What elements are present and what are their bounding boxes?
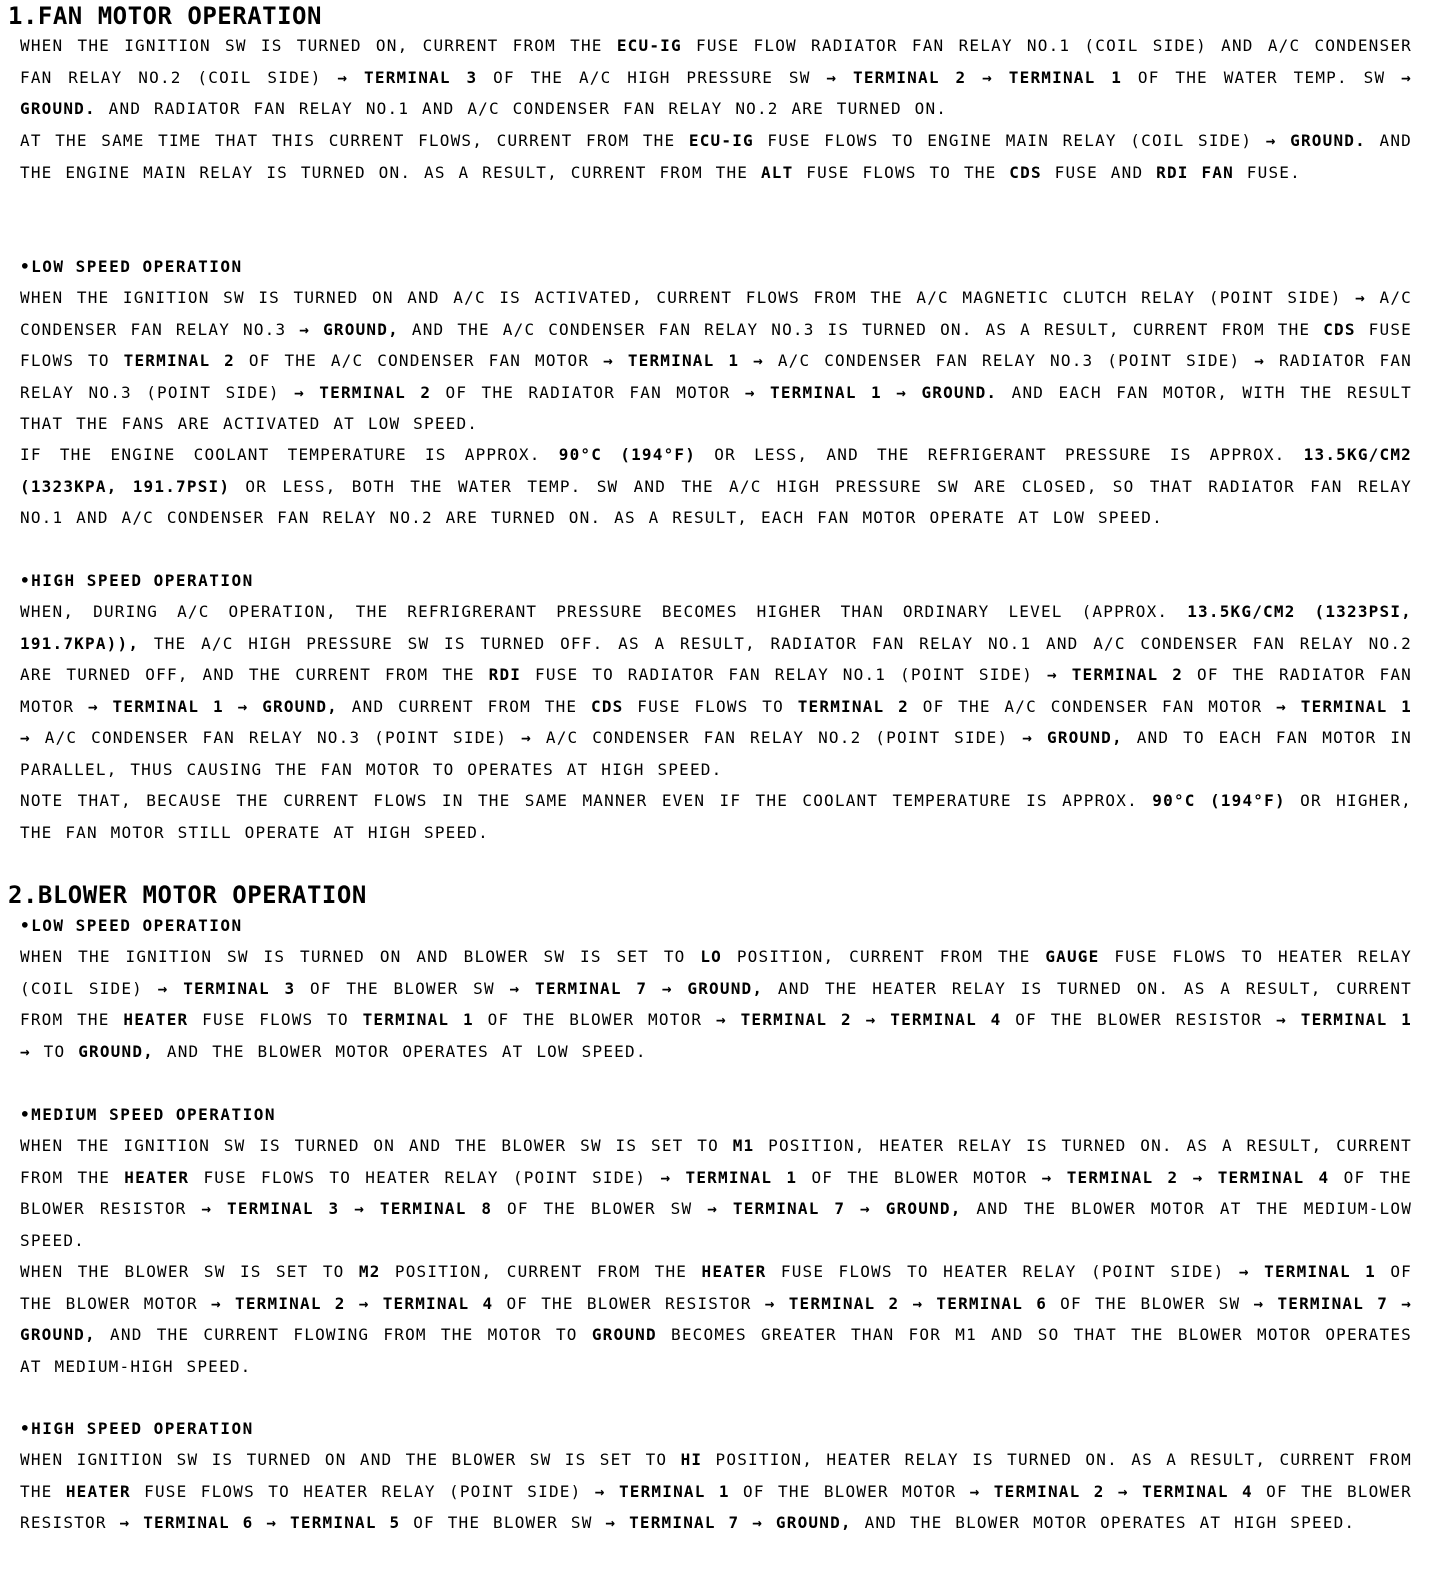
arrow-right-icon: →	[211, 1293, 222, 1313]
arrow-right-icon: →	[1238, 1262, 1250, 1281]
paragraph: WHEN THE IGNITION SW IS TURNED ON AND A/C IS ACTIVATED, CURRENT FLOWS FROM THE A/C MAGNETIC CLUTCH RELAY (POINT SIDE) → A/C CONDENSER FAN RELAY NO.3 → GROUND, AND THE A/C CONDENSER FAN RELAY NO.3 IS TURNED ON. AS A RESULT, CURRENT FROM THE CDS FUSE FLOWS TO TERMINAL 2 OF THE A/C CONDENSER FAN MOTOR → TERMINAL 1 → A/C CONDENSER FAN RELAY NO.3 (POINT SIDE) → RADIATOR FAN RELAY NO.3 (POINT SIDE) → TERMINAL 2 OF THE RADIATOR FAN MOTOR → TERMINAL 1 → GROUND. AND EACH FAN MOTOR, WITH THE RESULT THAT THE FANS ARE ACTIVATED AT LOW SPEED.	[20, 288, 1413, 434]
bold-term: TERMINAL 2	[788, 1293, 900, 1313]
arrow-right-icon: →	[1022, 728, 1034, 748]
bold-term: TERMINAL 6	[936, 1293, 1048, 1313]
bold-term: GROUND,	[775, 1513, 852, 1533]
paragraph: WHEN THE IGNITION SW IS TURNED ON AND THE BLOWER SW IS SET TO M1 POSITION, HEATER RELAY IS TURNED ON. AS A RESULT, CURRENT FROM THE HEATER FUSE FLOWS TO HEATER RELAY (POINT SIDE) → TERMINAL 1 OF THE BLOWER MOTOR → TERMINAL 2 → TERMINAL 4 OF THE BLOWER RESISTOR → TERMINAL 3 → TERMINAL 8 OF THE BLOWER SW → TERMINAL 7 → GROUND, AND THE BLOWER MOTOR AT THE MEDIUM-LOW SPEED.	[20, 1136, 1413, 1250]
bold-term: 90°C (194°F)	[1152, 791, 1286, 810]
bold-term: GROUND,	[323, 319, 399, 339]
bold-term: GROUND,	[687, 978, 764, 998]
arrow-right-icon: →	[119, 1513, 131, 1533]
bold-term: TERMINAL 1	[685, 1167, 798, 1187]
subsection-heading: •LOW SPEED OPERATION	[20, 257, 243, 276]
bold-term: TERMINAL 4	[1142, 1481, 1253, 1501]
bold-term: TERMINAL 1	[362, 1010, 474, 1030]
bold-term: M2	[358, 1262, 381, 1281]
arrow-right-icon: →	[20, 728, 31, 748]
bold-term: TERMINAL 2	[740, 1010, 852, 1030]
bold-term: TERMINAL 1	[1008, 67, 1123, 87]
arrow-right-icon: →	[982, 67, 993, 87]
bold-term: TERMINAL 1	[1300, 1010, 1413, 1030]
bold-term: TERMINAL 1	[627, 351, 740, 371]
bold-term: TERMINAL 2	[319, 382, 432, 402]
bold-term: GROUND.	[921, 382, 998, 402]
bold-term: GROUND.	[20, 99, 96, 119]
subsection-heading: •HIGH SPEED OPERATION	[20, 1419, 254, 1438]
arrow-right-icon: →	[1355, 288, 1366, 307]
subsection-heading: •LOW SPEED OPERATION	[20, 916, 243, 935]
arrow-right-icon: →	[354, 1199, 366, 1219]
bold-term: GAUGE	[1045, 947, 1100, 966]
arrow-right-icon: →	[764, 1293, 776, 1313]
arrow-right-icon: →	[1276, 696, 1287, 716]
arrow-right-icon: →	[603, 351, 614, 371]
bold-term: HEATER	[123, 1010, 189, 1030]
bold-term: HEATER	[701, 1262, 767, 1281]
bold-term: CDS	[591, 696, 624, 716]
arrow-right-icon: →	[969, 1481, 981, 1501]
bold-term: TERMINAL 1	[112, 696, 224, 716]
arrow-right-icon: →	[20, 1041, 31, 1061]
arrow-right-icon: →	[860, 1199, 871, 1219]
bold-term: HEATER	[65, 1481, 131, 1501]
bold-term: GROUND,	[885, 1199, 962, 1219]
bold-term: TERMINAL 4	[382, 1293, 494, 1313]
bold-term: TERMINAL 7	[535, 978, 648, 998]
arrow-right-icon: →	[87, 696, 99, 716]
bold-term: ECU-IG	[688, 131, 754, 150]
arrow-right-icon: →	[594, 1481, 606, 1501]
arrow-right-icon: →	[744, 382, 756, 402]
arrow-right-icon: →	[753, 351, 764, 371]
bold-term: TERMINAL 2	[234, 1293, 346, 1313]
arrow-right-icon: →	[237, 696, 249, 716]
section-title: 2.BLOWER MOTOR OPERATION	[8, 881, 367, 909]
bold-term: TERMINAL 8	[379, 1199, 493, 1219]
bold-term: TERMINAL 1	[618, 1481, 730, 1501]
bold-term: RDI FAN	[1156, 162, 1234, 182]
arrow-right-icon: →	[1276, 1010, 1287, 1030]
bold-term: GROUND,	[1046, 728, 1123, 748]
bold-term: 13.5KG/CM2 (1323PSI, 191.7KPA)),	[20, 602, 1412, 653]
bold-term: GROUND,	[262, 696, 339, 716]
arrow-right-icon: →	[157, 978, 169, 998]
paragraph: AT THE SAME TIME THAT THIS CURRENT FLOWS, CURRENT FROM THE ECU-IG FUSE FLOWS TO ENGINE MAIN RELAY (COIL SIDE) → GROUND. AND THE ENGINE MAIN RELAY IS TURNED ON. AS A RESULT, CURRENT FROM THE ALT FUSE FLOWS TO THE CDS FUSE AND RDI FAN FUSE.	[20, 131, 1412, 182]
subsection-heading: •HIGH SPEED OPERATION	[20, 571, 254, 590]
bold-term: HI	[680, 1450, 703, 1469]
arrow-right-icon: →	[707, 1199, 719, 1219]
bold-term: TERMINAL 4	[890, 1010, 1002, 1030]
arrow-right-icon: →	[1192, 1167, 1204, 1187]
arrow-right-icon: →	[266, 1513, 278, 1533]
arrow-right-icon: →	[715, 1010, 727, 1030]
paragraph: WHEN THE BLOWER SW IS SET TO M2 POSITION, CURRENT FROM THE HEATER FUSE FLOWS TO HEATER RELAY (POINT SIDE) → TERMINAL 1 OF THE BLOWER MOTOR → TERMINAL 2 → TERMINAL 4 OF THE BLOWER RESISTOR → TERMINAL 2 → TERMINAL 6 OF THE BLOWER SW → TERMINAL 7 → GROUND, AND THE CURRENT FLOWING FROM THE MOTOR TO GROUND BECOMES GREATER THAN FOR M1 AND SO THAT THE BLOWER MOTOR OPERATES AT MEDIUM-HIGH SPEED.	[20, 1262, 1413, 1376]
bold-term: TERMINAL 2	[853, 67, 967, 87]
bold-term: TERMINAL 2	[797, 696, 909, 716]
bold-term: LO	[700, 947, 722, 966]
paragraph: NOTE THAT, BECAUSE THE CURRENT FLOWS IN THE SAME MANNER EVEN IF THE COOLANT TEMPERATURE IS APPROX. 90°C (194°F) OR HIGHER, THE FAN MOTOR STILL OPERATE AT HIGH SPEED.	[20, 791, 1412, 842]
arrow-right-icon: →	[358, 1293, 370, 1313]
arrow-right-icon: →	[521, 728, 532, 748]
bold-term: TERMINAL 3	[183, 978, 296, 998]
arrow-right-icon: →	[299, 319, 311, 339]
arrow-right-icon: →	[1265, 131, 1277, 150]
bold-term: GROUND,	[20, 1325, 96, 1345]
bold-term: M1	[732, 1136, 755, 1155]
section-title: 1.FAN MOTOR OPERATION	[8, 2, 322, 30]
arrow-right-icon: →	[605, 1513, 617, 1533]
bold-term: TERMINAL 7	[629, 1513, 740, 1533]
arrow-right-icon: →	[661, 978, 673, 998]
bold-term: GROUND.	[1290, 131, 1366, 150]
bold-term: GROUND	[591, 1325, 657, 1345]
bold-term: TERMINAL 3	[364, 67, 478, 87]
bold-term: 13.5KG/CM2 (1323KPA, 191.7PSI)	[20, 445, 1412, 496]
arrow-right-icon: →	[509, 978, 521, 998]
arrow-right-icon: →	[912, 1293, 924, 1313]
bold-term: TERMINAL 2	[123, 351, 236, 371]
subsection-heading: •MEDIUM SPEED OPERATION	[20, 1105, 277, 1124]
paragraph: WHEN THE IGNITION SW IS TURNED ON AND BLOWER SW IS SET TO LO POSITION, CURRENT FROM THE GAUGE FUSE FLOWS TO HEATER RELAY (COIL SIDE) → TERMINAL 3 OF THE BLOWER SW → TERMINAL 7 → GROUND, AND THE HEATER RELAY IS TURNED ON. AS A RESULT, CURRENT FROM THE HEATER FUSE FLOWS TO TERMINAL 1 OF THE BLOWER MOTOR → TERMINAL 2 → TERMINAL 4 OF THE BLOWER RESISTOR → TERMINAL 1 → TO GROUND, AND THE BLOWER MOTOR OPERATES AT LOW SPEED.	[20, 947, 1413, 1061]
paragraph: WHEN THE IGNITION SW IS TURNED ON, CURRENT FROM THE ECU-IG FUSE FLOW RADIATOR FAN RELAY NO.1 (COIL SIDE) AND A/C CONDENSER FAN RELAY NO.2 (COIL SIDE) → TERMINAL 3 OF THE A/C HIGH PRESSURE SW → TERMINAL 2 → TERMINAL 1 OF THE WATER TEMP. SW → GROUND. AND RADIATOR FAN RELAY NO.1 AND A/C CONDENSER FAN RELAY NO.2 ARE TURNED ON.	[20, 36, 1412, 119]
arrow-right-icon: →	[201, 1199, 213, 1219]
arrow-right-icon: →	[660, 1167, 672, 1187]
paragraph: WHEN, DURING A/C OPERATION, THE REFRIGRERANT PRESSURE BECOMES HIGHER THAN ORDINARY LEVEL (APPROX. 13.5KG/CM2 (1323PSI, 191.7KPA)), THE A/C HIGH PRESSURE SW IS TURNED OFF. AS A RESULT, RADIATOR FAN RELAY NO.1 AND A/C CONDENSER FAN RELAY NO.2 ARE TURNED OFF, AND THE CURRENT FROM THE RDI FUSE TO RADIATOR FAN RELAY NO.1 (POINT SIDE) → TERMINAL 2 OF THE RADIATOR FAN MOTOR → TERMINAL 1 → GROUND, AND CURRENT FROM THE CDS FUSE FLOWS TO TERMINAL 2 OF THE A/C CONDENSER FAN MOTOR → TERMINAL 1 → A/C CONDENSER FAN RELAY NO.3 (POINT SIDE) → A/C CONDENSER FAN RELAY NO.2 (POINT SIDE) → GROUND, AND TO EACH FAN MOTOR IN PARALLEL, THUS CAUSING THE FAN MOTOR TO OPERATES AT HIGH SPEED.	[20, 602, 1413, 779]
arrow-right-icon: →	[337, 67, 349, 87]
paragraph: WHEN IGNITION SW IS TURNED ON AND THE BLOWER SW IS SET TO HI POSITION, HEATER RELAY IS TURNED ON. AS A RESULT, CURRENT FROM THE HEATER FUSE FLOWS TO HEATER RELAY (POINT SIDE) → TERMINAL 1 OF THE BLOWER MOTOR → TERMINAL 2 → TERMINAL 4 OF THE BLOWER RESISTOR → TERMINAL 6 → TERMINAL 5 OF THE BLOWER SW → TERMINAL 7 → GROUND, AND THE BLOWER MOTOR OPERATES AT HIGH SPEED.	[20, 1450, 1412, 1533]
bold-term: ALT	[760, 162, 794, 182]
paragraph: IF THE ENGINE COOLANT TEMPERATURE IS APPROX. 90°C (194°F) OR LESS, AND THE REFRIGERANT PRESSURE IS APPROX. 13.5KG/CM2 (1323KPA, 191.7PSI) OR LESS, BOTH THE WATER TEMP. SW AND THE A/C HIGH PRESSURE SW ARE CLOSED, SO THAT RADIATOR FAN RELAY NO.1 AND A/C CONDENSER FAN RELAY NO.2 ARE TURNED ON. AS A RESULT, EACH FAN MOTOR OPERATE AT LOW SPEED.	[20, 445, 1412, 528]
bold-term: TERMINAL 2	[993, 1481, 1105, 1501]
arrow-right-icon: →	[1041, 1167, 1053, 1187]
bold-term: TERMINAL 1	[1264, 1262, 1376, 1281]
bold-term: RDI	[488, 665, 522, 685]
bold-term: TERMINAL 1	[1300, 696, 1413, 716]
arrow-right-icon: →	[752, 1513, 764, 1533]
arrow-right-icon: →	[294, 382, 305, 402]
bold-term: TERMINAL 4	[1217, 1167, 1330, 1187]
bold-term: TERMINAL 7	[1277, 1293, 1389, 1313]
arrow-right-icon: →	[1401, 67, 1412, 87]
arrow-right-icon: →	[1253, 1293, 1265, 1313]
bold-term: TERMINAL 6	[143, 1513, 254, 1533]
bold-term: CDS	[1323, 319, 1356, 339]
bold-term: TERMINAL 2	[1071, 665, 1184, 685]
arrow-right-icon: →	[865, 1010, 877, 1030]
bold-term: TERMINAL 1	[770, 382, 882, 402]
bold-term: CDS	[1009, 162, 1042, 182]
bold-term: TERMINAL 3	[227, 1199, 340, 1219]
arrow-right-icon: →	[1046, 665, 1058, 685]
bold-term: ECU-IG	[616, 36, 682, 55]
arrow-right-icon: →	[1254, 351, 1266, 371]
bold-term: TERMINAL 7	[732, 1199, 846, 1219]
arrow-right-icon: →	[1401, 1293, 1413, 1313]
bold-term: TERMINAL 2	[1066, 1167, 1179, 1187]
bold-term: TERMINAL 5	[290, 1513, 401, 1533]
bold-term: HEATER	[124, 1167, 190, 1187]
arrow-right-icon: →	[826, 67, 838, 87]
bold-term: GROUND,	[78, 1041, 155, 1061]
arrow-right-icon: →	[896, 382, 908, 402]
bold-term: 90°C (194°F)	[558, 445, 697, 464]
arrow-right-icon: →	[1117, 1481, 1129, 1501]
